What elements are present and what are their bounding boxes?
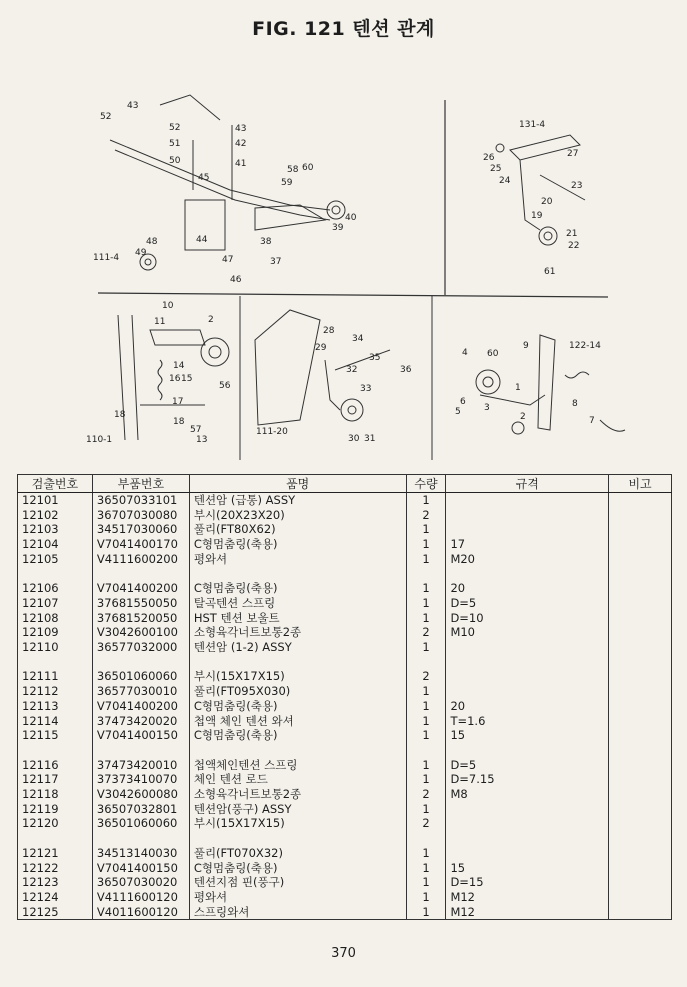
panel-1-labels bbox=[93, 101, 357, 285]
cell-spec: 20 bbox=[446, 699, 609, 714]
cell-serial: 12106 bbox=[18, 581, 93, 596]
part-label: 50 bbox=[169, 156, 181, 166]
cell-part-number: V7041400170 bbox=[92, 537, 189, 552]
cell-quantity: 1 bbox=[406, 714, 446, 729]
cell-serial: 12101 bbox=[18, 493, 93, 508]
part-label: 11 bbox=[154, 317, 166, 327]
cell-quantity: 2 bbox=[406, 625, 446, 640]
cell-part-name: 탈곡텐션 스프링 bbox=[189, 596, 406, 611]
table-row bbox=[18, 772, 672, 787]
part-label: 16 bbox=[169, 374, 181, 384]
cell-remarks bbox=[609, 802, 672, 817]
cell-part-number bbox=[92, 743, 189, 758]
part-label: 26 bbox=[483, 153, 495, 163]
cell-part-number: V4111600200 bbox=[92, 552, 189, 567]
panel-2-labels bbox=[483, 120, 582, 277]
col-header-serial: 검출번호 bbox=[18, 475, 93, 493]
cell-spec bbox=[446, 508, 609, 523]
cell-remarks bbox=[609, 890, 672, 905]
cell-quantity bbox=[406, 655, 446, 670]
cell-part-number: V7041400200 bbox=[92, 699, 189, 714]
col-header-remarks: 비고 bbox=[609, 475, 672, 493]
cell-quantity: 1 bbox=[406, 522, 446, 537]
cell-part-name: 소형육각너트보통2종 bbox=[189, 625, 406, 640]
table-row bbox=[18, 669, 672, 684]
table-spacer-row bbox=[18, 567, 672, 582]
cell-remarks bbox=[609, 581, 672, 596]
cell-quantity: 1 bbox=[406, 684, 446, 699]
cell-quantity: 1 bbox=[406, 758, 446, 773]
cell-serial bbox=[18, 567, 93, 582]
cell-part-name: 평와셔 bbox=[189, 890, 406, 905]
panel-4-labels bbox=[256, 326, 412, 444]
part-label: 111-4 bbox=[93, 253, 120, 263]
cell-part-number: V4011600120 bbox=[92, 905, 189, 920]
cell-part-name: C형멈춤링(축용) bbox=[189, 699, 406, 714]
cell-spec bbox=[446, 684, 609, 699]
cell-spec: 15 bbox=[446, 861, 609, 876]
cell-quantity: 1 bbox=[406, 493, 446, 508]
part-label: 24 bbox=[499, 176, 511, 186]
cell-serial: 12120 bbox=[18, 816, 93, 831]
cell-remarks bbox=[609, 684, 672, 699]
cell-part-name: C형멈춤링(축용) bbox=[189, 537, 406, 552]
table-row bbox=[18, 611, 672, 626]
cell-spec: T=1.6 bbox=[446, 714, 609, 729]
cell-serial: 12104 bbox=[18, 537, 93, 552]
part-label: 47 bbox=[222, 255, 234, 265]
cell-remarks bbox=[609, 537, 672, 552]
cell-serial: 12109 bbox=[18, 625, 93, 640]
table-row bbox=[18, 787, 672, 802]
cell-part-number: 36501060060 bbox=[92, 816, 189, 831]
part-label: 29 bbox=[315, 343, 327, 353]
part-label: 39 bbox=[332, 223, 344, 233]
part-label: 15 bbox=[181, 374, 193, 384]
part-label: 18 bbox=[173, 417, 185, 427]
cell-remarks bbox=[609, 493, 672, 508]
part-label: 4 bbox=[462, 348, 468, 358]
part-label: 42 bbox=[235, 139, 247, 149]
table-row bbox=[18, 728, 672, 743]
table-row bbox=[18, 581, 672, 596]
cell-remarks bbox=[609, 758, 672, 773]
table-row bbox=[18, 861, 672, 876]
cell-part-number: 36507033101 bbox=[92, 493, 189, 508]
cell-quantity: 1 bbox=[406, 772, 446, 787]
cell-part-number: V3042600100 bbox=[92, 625, 189, 640]
cell-part-number: 37681520050 bbox=[92, 611, 189, 626]
cell-part-name bbox=[189, 567, 406, 582]
table-spacer-row bbox=[18, 743, 672, 758]
cell-quantity: 1 bbox=[406, 728, 446, 743]
part-label: 48 bbox=[146, 237, 158, 247]
cell-spec: D=15 bbox=[446, 875, 609, 890]
cell-spec: D=10 bbox=[446, 611, 609, 626]
cell-serial: 12118 bbox=[18, 787, 93, 802]
part-label: 5 bbox=[455, 407, 461, 417]
cell-spec bbox=[446, 802, 609, 817]
cell-remarks bbox=[609, 596, 672, 611]
part-label: 38 bbox=[260, 237, 272, 247]
cell-serial: 12116 bbox=[18, 758, 93, 773]
cell-part-number: 37681550050 bbox=[92, 596, 189, 611]
part-label: 58 bbox=[287, 165, 299, 175]
cell-remarks bbox=[609, 655, 672, 670]
cell-serial: 12114 bbox=[18, 714, 93, 729]
part-label: 10 bbox=[162, 301, 174, 311]
cell-part-name: 텐션암 (급통) ASSY bbox=[189, 493, 406, 508]
part-label: 40 bbox=[345, 213, 357, 223]
diagram-drawing bbox=[0, 0, 687, 470]
part-label: 111-20 bbox=[256, 427, 288, 437]
cell-part-name: 체인 텐션 로드 bbox=[189, 772, 406, 787]
cell-part-number: 34513140030 bbox=[92, 846, 189, 861]
part-label: 9 bbox=[523, 341, 529, 351]
cell-spec bbox=[446, 522, 609, 537]
cell-remarks bbox=[609, 640, 672, 655]
cell-part-name bbox=[189, 655, 406, 670]
cell-part-name: 스프링와셔 bbox=[189, 905, 406, 920]
col-header-part-number: 부품번호 bbox=[92, 475, 189, 493]
cell-remarks bbox=[609, 552, 672, 567]
cell-remarks bbox=[609, 875, 672, 890]
part-label: 17 bbox=[172, 397, 184, 407]
part-label: 35 bbox=[369, 353, 381, 363]
part-label: 1 bbox=[515, 383, 521, 393]
table-row bbox=[18, 552, 672, 567]
cell-part-name: 풀리(FT80X62) bbox=[189, 522, 406, 537]
part-label: 110-1 bbox=[86, 435, 113, 445]
cell-serial bbox=[18, 831, 93, 846]
cell-part-name: 풀리(FT070X32) bbox=[189, 846, 406, 861]
cell-remarks bbox=[609, 861, 672, 876]
cell-serial bbox=[18, 743, 93, 758]
cell-serial: 12119 bbox=[18, 802, 93, 817]
cell-spec bbox=[446, 831, 609, 846]
part-label: 22 bbox=[568, 241, 580, 251]
cell-spec: 15 bbox=[446, 728, 609, 743]
part-label: 52 bbox=[100, 112, 112, 122]
page-title: FIG. 121 텐션 관계 bbox=[252, 18, 435, 40]
cell-part-name: 풀리(FT095X030) bbox=[189, 684, 406, 699]
part-label: 46 bbox=[230, 275, 242, 285]
cell-serial: 12122 bbox=[18, 861, 93, 876]
table-row bbox=[18, 537, 672, 552]
cell-quantity: 1 bbox=[406, 537, 446, 552]
part-label: 52 bbox=[169, 123, 181, 133]
cell-part-number: V3042600080 bbox=[92, 787, 189, 802]
cell-part-name bbox=[189, 743, 406, 758]
cell-spec bbox=[446, 846, 609, 861]
cell-quantity: 1 bbox=[406, 875, 446, 890]
cell-part-name: HST 텐션 보울트 bbox=[189, 611, 406, 626]
cell-part-number: V7041400150 bbox=[92, 728, 189, 743]
cell-part-name: C형멈춤링(축용) bbox=[189, 728, 406, 743]
table-row bbox=[18, 625, 672, 640]
table-row bbox=[18, 522, 672, 537]
part-label: 2 bbox=[520, 412, 526, 422]
table-row bbox=[18, 758, 672, 773]
table-row bbox=[18, 714, 672, 729]
cell-quantity: 2 bbox=[406, 508, 446, 523]
cell-serial: 12115 bbox=[18, 728, 93, 743]
cell-part-name: C형멈춤링(축용) bbox=[189, 581, 406, 596]
part-label: 31 bbox=[364, 434, 376, 444]
cell-remarks bbox=[609, 567, 672, 582]
cell-quantity: 2 bbox=[406, 669, 446, 684]
cell-serial: 12105 bbox=[18, 552, 93, 567]
cell-serial: 12108 bbox=[18, 611, 93, 626]
cell-part-number: 36577030010 bbox=[92, 684, 189, 699]
cell-remarks bbox=[609, 669, 672, 684]
cell-spec: 17 bbox=[446, 537, 609, 552]
part-label: 21 bbox=[566, 229, 578, 239]
table-row bbox=[18, 596, 672, 611]
table-header bbox=[18, 475, 672, 493]
part-label: 3 bbox=[484, 403, 490, 413]
cell-serial: 12113 bbox=[18, 699, 93, 714]
page-number: 370 bbox=[331, 946, 356, 961]
part-label: 61 bbox=[544, 267, 556, 277]
table-row bbox=[18, 699, 672, 714]
cell-spec: D=7.15 bbox=[446, 772, 609, 787]
table-row bbox=[18, 640, 672, 655]
part-label: 34 bbox=[352, 334, 364, 344]
cell-part-number: 36577032000 bbox=[92, 640, 189, 655]
part-label: 30 bbox=[348, 434, 360, 444]
cell-remarks bbox=[609, 625, 672, 640]
cell-remarks bbox=[609, 816, 672, 831]
cell-quantity: 1 bbox=[406, 890, 446, 905]
cell-serial: 12125 bbox=[18, 905, 93, 920]
cell-part-number: 36707030080 bbox=[92, 508, 189, 523]
cell-serial: 12117 bbox=[18, 772, 93, 787]
cell-serial: 12111 bbox=[18, 669, 93, 684]
part-label: 32 bbox=[346, 365, 358, 375]
table-row bbox=[18, 816, 672, 831]
part-label: 33 bbox=[360, 384, 372, 394]
cell-spec bbox=[446, 816, 609, 831]
cell-remarks bbox=[609, 508, 672, 523]
cell-part-number: 37373410070 bbox=[92, 772, 189, 787]
cell-part-number: 36507032801 bbox=[92, 802, 189, 817]
part-label: 43 bbox=[235, 124, 247, 134]
cell-quantity: 1 bbox=[406, 581, 446, 596]
cell-quantity: 1 bbox=[406, 596, 446, 611]
table-row bbox=[18, 875, 672, 890]
cell-part-name: 텐션지점 핀(풍구) bbox=[189, 875, 406, 890]
part-label: 6 bbox=[460, 397, 466, 407]
table-spacer-row bbox=[18, 831, 672, 846]
table-row bbox=[18, 684, 672, 699]
cell-spec: M10 bbox=[446, 625, 609, 640]
part-label: 18 bbox=[114, 410, 126, 420]
cell-quantity: 1 bbox=[406, 861, 446, 876]
table-row bbox=[18, 846, 672, 861]
panel-5-labels bbox=[455, 341, 601, 426]
cell-remarks bbox=[609, 772, 672, 787]
part-label: 37 bbox=[270, 257, 282, 267]
part-label: 19 bbox=[531, 211, 543, 221]
cell-serial: 12102 bbox=[18, 508, 93, 523]
cell-remarks bbox=[609, 787, 672, 802]
cell-quantity: 1 bbox=[406, 552, 446, 567]
part-label: 56 bbox=[219, 381, 231, 391]
cell-serial bbox=[18, 655, 93, 670]
part-label: 23 bbox=[571, 181, 583, 191]
part-label: 131-4 bbox=[519, 120, 546, 130]
part-label: 60 bbox=[302, 163, 314, 173]
cell-spec: D=5 bbox=[446, 596, 609, 611]
cell-part-name bbox=[189, 831, 406, 846]
cell-quantity bbox=[406, 567, 446, 582]
cell-quantity: 1 bbox=[406, 699, 446, 714]
cell-spec bbox=[446, 567, 609, 582]
cell-remarks bbox=[609, 743, 672, 758]
cell-serial: 12107 bbox=[18, 596, 93, 611]
part-label: 59 bbox=[281, 178, 293, 188]
col-header-quantity: 수량 bbox=[406, 475, 446, 493]
cell-remarks bbox=[609, 846, 672, 861]
part-label: 57 bbox=[190, 425, 202, 435]
cell-quantity: 2 bbox=[406, 816, 446, 831]
cell-remarks bbox=[609, 905, 672, 920]
part-label: 49 bbox=[135, 248, 147, 258]
cell-spec bbox=[446, 655, 609, 670]
table-row bbox=[18, 493, 672, 508]
cell-part-number: V7041400150 bbox=[92, 861, 189, 876]
cell-spec bbox=[446, 669, 609, 684]
cell-serial: 12103 bbox=[18, 522, 93, 537]
cell-part-number bbox=[92, 655, 189, 670]
cell-part-number: V7041400200 bbox=[92, 581, 189, 596]
part-label: 13 bbox=[196, 435, 208, 445]
cell-spec: M8 bbox=[446, 787, 609, 802]
parts-list-table bbox=[17, 474, 672, 920]
part-label: 8 bbox=[572, 399, 578, 409]
part-label: 28 bbox=[323, 326, 335, 336]
table-row bbox=[18, 802, 672, 817]
cell-spec: M12 bbox=[446, 890, 609, 905]
cell-part-name: 부시(15X17X15) bbox=[189, 816, 406, 831]
cell-remarks bbox=[609, 714, 672, 729]
cell-part-number: V4111600120 bbox=[92, 890, 189, 905]
cell-serial: 12110 bbox=[18, 640, 93, 655]
cell-spec: D=5 bbox=[446, 758, 609, 773]
part-label: 14 bbox=[173, 361, 185, 371]
table-row bbox=[18, 508, 672, 523]
cell-quantity bbox=[406, 831, 446, 846]
cell-spec: 20 bbox=[446, 581, 609, 596]
cell-serial: 12121 bbox=[18, 846, 93, 861]
col-header-part-name: 품명 bbox=[189, 475, 406, 493]
cell-part-number: 37473420020 bbox=[92, 714, 189, 729]
cell-part-name: 부시(20X23X20) bbox=[189, 508, 406, 523]
part-label: 36 bbox=[400, 365, 412, 375]
cell-quantity: 1 bbox=[406, 802, 446, 817]
cell-serial: 12124 bbox=[18, 890, 93, 905]
cell-part-number: 34517030060 bbox=[92, 522, 189, 537]
part-label: 51 bbox=[169, 139, 181, 149]
col-header-spec: 규격 bbox=[446, 475, 609, 493]
part-label: 45 bbox=[198, 173, 210, 183]
cell-remarks bbox=[609, 522, 672, 537]
table-body bbox=[18, 493, 672, 920]
part-label: 25 bbox=[490, 164, 502, 174]
cell-part-number: 37473420010 bbox=[92, 758, 189, 773]
part-label: 41 bbox=[235, 159, 247, 169]
cell-quantity: 1 bbox=[406, 611, 446, 626]
cell-part-name: 텐션암(풍구) ASSY bbox=[189, 802, 406, 817]
cell-remarks bbox=[609, 831, 672, 846]
cell-part-number bbox=[92, 831, 189, 846]
cell-spec bbox=[446, 640, 609, 655]
cell-remarks bbox=[609, 611, 672, 626]
cell-part-number bbox=[92, 567, 189, 582]
part-label: 20 bbox=[541, 197, 553, 207]
cell-part-name: C형멈춤링(축용) bbox=[189, 861, 406, 876]
cell-part-name: 텐션암 (1-2) ASSY bbox=[189, 640, 406, 655]
exploded-parts-diagram bbox=[0, 0, 687, 470]
table-row bbox=[18, 905, 672, 920]
part-label: 122-14 bbox=[569, 341, 601, 351]
cell-part-name: 첩액 체인 텐션 와셔 bbox=[189, 714, 406, 729]
cell-quantity: 1 bbox=[406, 640, 446, 655]
cell-part-name: 소형육각너트보통2종 bbox=[189, 787, 406, 802]
cell-spec: M12 bbox=[446, 905, 609, 920]
cell-remarks bbox=[609, 728, 672, 743]
cell-quantity: 1 bbox=[406, 846, 446, 861]
cell-part-number: 36501060060 bbox=[92, 669, 189, 684]
cell-quantity: 1 bbox=[406, 905, 446, 920]
part-label: 2 bbox=[208, 315, 214, 325]
cell-serial: 12123 bbox=[18, 875, 93, 890]
table-row bbox=[18, 890, 672, 905]
cell-part-name: 첩액체인텐션 스프링 bbox=[189, 758, 406, 773]
part-label: 43 bbox=[127, 101, 139, 111]
cell-spec bbox=[446, 493, 609, 508]
cell-spec: M20 bbox=[446, 552, 609, 567]
cell-part-number: 36507030020 bbox=[92, 875, 189, 890]
cell-spec bbox=[446, 743, 609, 758]
cell-serial: 12112 bbox=[18, 684, 93, 699]
part-label: 7 bbox=[589, 416, 595, 426]
cell-remarks bbox=[609, 699, 672, 714]
part-label: 60 bbox=[487, 349, 499, 359]
part-label: 44 bbox=[196, 235, 208, 245]
part-label: 27 bbox=[567, 149, 579, 159]
cell-part-name: 부시(15X17X15) bbox=[189, 669, 406, 684]
cell-quantity: 2 bbox=[406, 787, 446, 802]
cell-quantity bbox=[406, 743, 446, 758]
cell-part-name: 평와셔 bbox=[189, 552, 406, 567]
table-spacer-row bbox=[18, 655, 672, 670]
